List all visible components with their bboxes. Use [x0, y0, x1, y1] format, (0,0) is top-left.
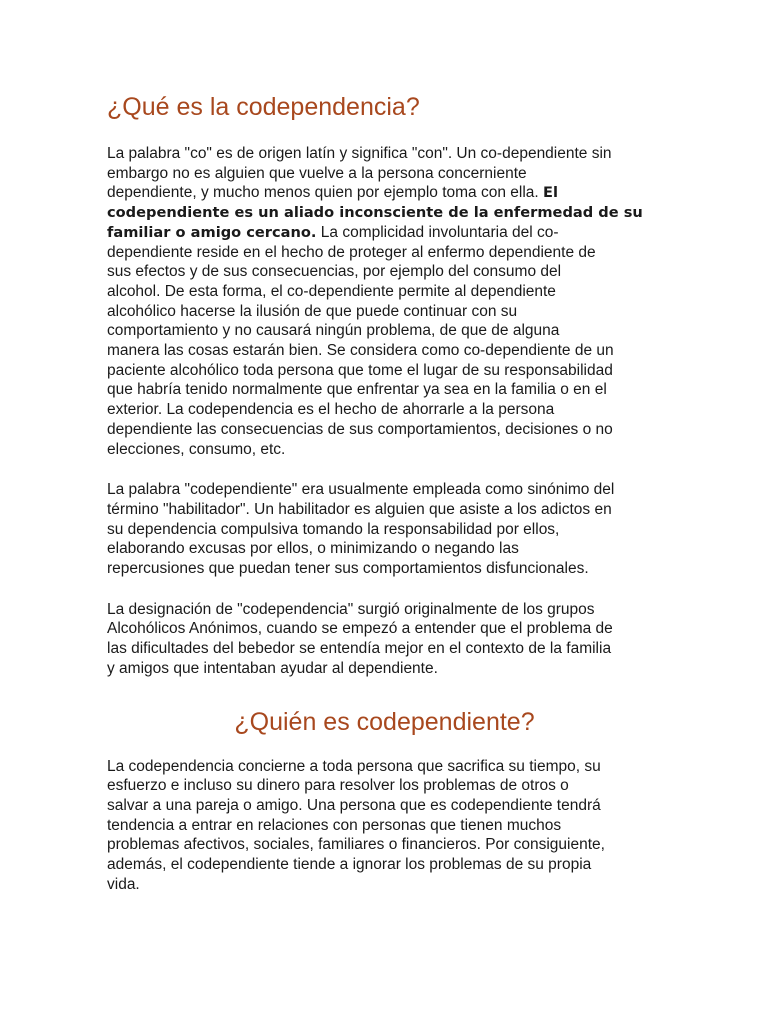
text-line: Alcohólicos Anónimos, cuando se empezó a entender que el problema de: [107, 620, 613, 638]
text-line: paciente alcohólico toda persona que tome el lugar de su responsabilidad: [107, 361, 613, 379]
bold-text: familiar o amigo cercano.: [107, 223, 317, 241]
text-line: tendencia a entrar en relaciones con personas que tienen muchos: [107, 816, 562, 834]
heading-what-is-codependency: ¿Qué es la codependencia?: [107, 93, 420, 121]
paragraph-enabler: [107, 480, 667, 579]
text-line: vida.: [107, 875, 140, 893]
text-line: comportamiento y no causará ningún problema, de que de alguna: [107, 322, 560, 340]
bold-text: El: [543, 184, 558, 202]
text-line: término "habilitador". Un habilitador es alguien que asiste a los adictos en: [107, 500, 612, 518]
text-line: sus efectos y de sus consecuencias, por ejemplo del consumo del: [107, 263, 562, 281]
text-line: La complicidad involuntaria del co-: [316, 223, 559, 241]
text-line: La palabra "co" es de origen latín y significa "con". Un co-dependiente sin: [107, 145, 612, 162]
bold-text: codependiente es un aliado inconsciente de la enfermedad de su: [107, 204, 643, 222]
text-line: elecciones, consumo, etc.: [107, 440, 286, 458]
text-line: exterior. La codependencia es el hecho de ahorrarle a la persona: [107, 401, 555, 419]
text-line: alcohólico hacerse la ilusión de que puede continuar con su: [107, 302, 518, 320]
text-line: y amigos que intentaban ayudar al dependiente.: [107, 659, 438, 677]
paragraph-who-is: [107, 757, 667, 895]
text-line: las dificultades del bebedor se entendía mejor en el contexto de la familia: [107, 640, 612, 658]
text-line: elaborando excusas por ellos, o minimizando o negando las: [107, 540, 519, 558]
text-line: su dependencia compulsiva tomando la responsabilidad por ellos,: [107, 520, 560, 538]
text-line: La palabra "codependiente" era usualmente empleada como sinónimo del: [107, 481, 615, 499]
text-line: problemas afectivos, sociales, familiares o financieros. Por consiguiente,: [107, 836, 605, 854]
text-line: dependiente, y mucho menos quien por ejemplo toma con ella.: [107, 184, 543, 202]
heading-who-is-codependent: ¿Quién es codependiente?: [234, 707, 535, 736]
text-line: que habría tenido normalmente que enfrentar ya sea en la familia o en el: [107, 381, 607, 399]
text-line: repercusiones que puedan tener sus comportamientos disfuncionales.: [107, 560, 589, 578]
text-line: dependiente las consecuencias de sus comportamientos, decisiones o no: [107, 420, 613, 438]
text-line: además, el codependiente tiende a ignorar los problemas de su propia: [107, 856, 592, 874]
document-content: [107, 92, 667, 916]
text-line: La designación de "codependencia" surgió originalmente de los grupos: [107, 600, 595, 618]
text-line: salvar a una pareja o amigo. Una persona que es codependiente tendrá: [107, 796, 601, 814]
paragraph-origin: [107, 600, 667, 679]
paragraph-definition: [107, 144, 667, 459]
text-line: manera las cosas estarán bien. Se considera como co-dependiente de un: [107, 342, 614, 360]
text-line: La codependencia concierne a toda persona que sacrifica su tiempo, su: [107, 757, 601, 775]
text-line: alcohol. De esta forma, el co-dependiente permite al dependiente: [107, 282, 556, 300]
text-line: dependiente reside en el hecho de proteger al enfermo dependiente de: [107, 243, 596, 261]
text-line: embargo no es alguien que vuelve a la persona concerniente: [107, 164, 527, 182]
text-line: esfuerzo e incluso su dinero para resolver los problemas de otros o: [107, 777, 569, 795]
